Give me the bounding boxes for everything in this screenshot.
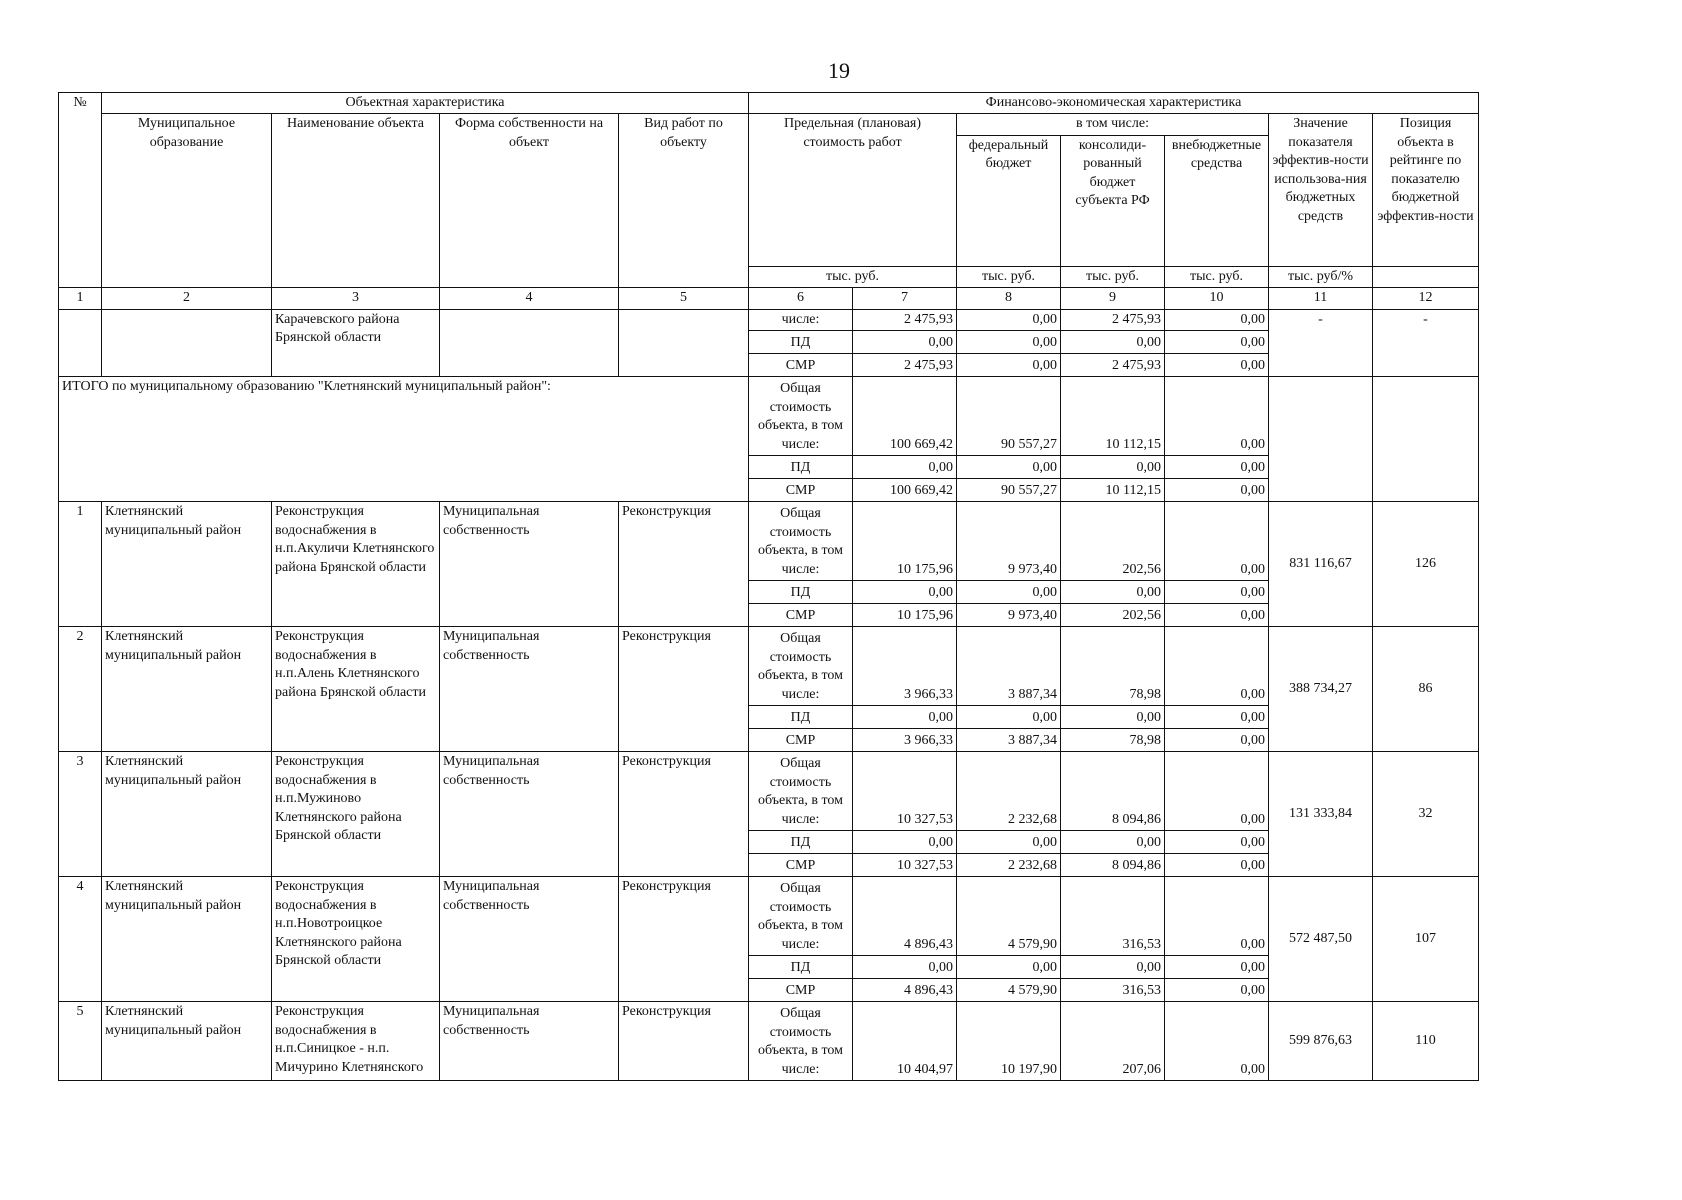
cost-label: СМР: [749, 354, 853, 377]
cost-label: СМР: [749, 729, 853, 752]
total-value: 4 896,43: [853, 979, 957, 1002]
work-type: Реконструкция: [619, 877, 749, 1002]
object-name: Реконструкция водоснабжения в н.п.Синицкое - н.п. Мичурино Клетнянского: [272, 1002, 440, 1081]
consolidated-value: 207,06: [1061, 1002, 1165, 1081]
extrabudget-value: 0,00: [1165, 456, 1269, 479]
position-value: 86: [1373, 627, 1479, 752]
column-number: 5: [619, 288, 749, 309]
indicator-value: 388 734,27: [1269, 627, 1373, 752]
total-value: 100 669,42: [853, 377, 957, 456]
extrabudget-value: 0,00: [1165, 979, 1269, 1002]
column-number: 8: [957, 288, 1061, 309]
cell-work: [619, 309, 749, 376]
work-type: Реконструкция: [619, 1002, 749, 1081]
municipal-name: Клетнянский муниципальный район: [102, 627, 272, 752]
object-number: 3: [59, 752, 102, 877]
work-type: Реконструкция: [619, 502, 749, 627]
consolidated-value: 202,56: [1061, 604, 1165, 627]
header-extrabudget: внебюджетные средства: [1165, 135, 1269, 266]
cost-label: ПД: [749, 456, 853, 479]
consolidated-value: 8 094,86: [1061, 854, 1165, 877]
extrabudget-value: 0,00: [1165, 479, 1269, 502]
cell-municipal: [102, 309, 272, 376]
work-type: Реконструкция: [619, 752, 749, 877]
consolidated-value: 316,53: [1061, 979, 1165, 1002]
municipal-name: Клетнянский муниципальный район: [102, 877, 272, 1002]
federal-value: 9 973,40: [957, 502, 1061, 581]
cost-label: Общая стоимость объекта, в том числе:: [749, 1002, 853, 1081]
indicator-value: 572 487,50: [1269, 877, 1373, 1002]
consolidated-value: 78,98: [1061, 729, 1165, 752]
extrabudget-value: 0,00: [1165, 309, 1269, 330]
cost-label: СМР: [749, 604, 853, 627]
consolidated-value: 2 475,93: [1061, 309, 1165, 330]
header-object-char: Объектная характеристика: [102, 93, 749, 114]
header-row: [59, 114, 1479, 135]
total-value: 0,00: [853, 706, 957, 729]
header-incl: в том числе:: [957, 114, 1269, 135]
header-no: №: [59, 93, 102, 288]
cell-no: [59, 309, 102, 376]
extrabudget-value: 0,00: [1165, 831, 1269, 854]
header-position: Позиция объекта в рейтинге по показателю бюджетной эффектив-ности: [1373, 114, 1479, 266]
unit-ind: тыс. руб/%: [1269, 266, 1373, 287]
federal-value: 0,00: [957, 456, 1061, 479]
total-value: 0,00: [853, 456, 957, 479]
cost-label: ПД: [749, 831, 853, 854]
total-value: 10 327,53: [853, 752, 957, 831]
total-value: 2 475,93: [853, 309, 957, 330]
federal-value: 0,00: [957, 309, 1061, 330]
column-number: 9: [1061, 288, 1165, 309]
indicator-value: [1269, 377, 1373, 502]
object-name: Карачевского района Брянской области: [272, 309, 440, 376]
cost-label: ПД: [749, 956, 853, 979]
header-row: [59, 93, 1479, 114]
extrabudget-value: 0,00: [1165, 854, 1269, 877]
municipal-name: Клетнянский муниципальный район: [102, 502, 272, 627]
federal-value: 90 557,27: [957, 479, 1061, 502]
total-label: ИТОГО по муниципальному образованию "Клетнянский муниципальный район":: [59, 377, 749, 502]
consolidated-value: 0,00: [1061, 706, 1165, 729]
ownership-form: Муниципальная собственность: [440, 627, 619, 752]
federal-value: 0,00: [957, 956, 1061, 979]
cost-label: СМР: [749, 479, 853, 502]
extrabudget-value: 0,00: [1165, 331, 1269, 354]
total-value: 0,00: [853, 831, 957, 854]
consolidated-value: 0,00: [1061, 456, 1165, 479]
cost-label: Общая стоимость объекта, в том числе:: [749, 752, 853, 831]
municipal-name: Клетнянский муниципальный район: [102, 1002, 272, 1081]
extrabudget-value: 0,00: [1165, 581, 1269, 604]
cost-label: Общая стоимость объекта, в том числе:: [749, 877, 853, 956]
consolidated-value: 316,53: [1061, 877, 1165, 956]
federal-value: 9 973,40: [957, 604, 1061, 627]
federal-value: 0,00: [957, 706, 1061, 729]
unit-extra: тыс. руб.: [1165, 266, 1269, 287]
object-number: 1: [59, 502, 102, 627]
total-value: 10 175,96: [853, 502, 957, 581]
cost-label: Общая стоимость объекта, в том числе:: [749, 377, 853, 456]
ownership-form: Муниципальная собственность: [440, 877, 619, 1002]
table-row: [59, 627, 1479, 706]
cost-label: числе:: [749, 309, 853, 330]
extrabudget-value: 0,00: [1165, 956, 1269, 979]
consolidated-value: 0,00: [1061, 956, 1165, 979]
header-federal: федеральный бюджет: [957, 135, 1061, 266]
extrabudget-value: 0,00: [1165, 706, 1269, 729]
column-number: 7: [853, 288, 957, 309]
total-value: 2 475,93: [853, 354, 957, 377]
position-value: -: [1373, 309, 1479, 376]
consolidated-value: 8 094,86: [1061, 752, 1165, 831]
unit-fed: тыс. руб.: [957, 266, 1061, 287]
federal-value: 0,00: [957, 354, 1061, 377]
extrabudget-value: 0,00: [1165, 877, 1269, 956]
federal-value: 3 887,34: [957, 627, 1061, 706]
column-number: 3: [272, 288, 440, 309]
ownership-form: Муниципальная собственность: [440, 752, 619, 877]
column-number: 12: [1373, 288, 1479, 309]
consolidated-value: 0,00: [1061, 581, 1165, 604]
indicator-value: 599 876,63: [1269, 1002, 1373, 1081]
header-municipal: Муниципальное образование: [102, 114, 272, 288]
federal-value: 2 232,68: [957, 752, 1061, 831]
extrabudget-value: 0,00: [1165, 377, 1269, 456]
object-number: 2: [59, 627, 102, 752]
table-row: [59, 752, 1479, 831]
extrabudget-value: 0,00: [1165, 354, 1269, 377]
unit-cons: тыс. руб.: [1061, 266, 1165, 287]
consolidated-value: 78,98: [1061, 627, 1165, 706]
column-number: 11: [1269, 288, 1373, 309]
federal-value: 4 579,90: [957, 877, 1061, 956]
unit-pos: [1373, 266, 1479, 287]
cost-label: СМР: [749, 979, 853, 1002]
total-value: 0,00: [853, 581, 957, 604]
federal-value: 0,00: [957, 331, 1061, 354]
column-number: 1: [59, 288, 102, 309]
colnum-row: [59, 288, 1479, 309]
column-number: 2: [102, 288, 272, 309]
total-value: 10 327,53: [853, 854, 957, 877]
municipal-name: Клетнянский муниципальный район: [102, 752, 272, 877]
consolidated-value: 202,56: [1061, 502, 1165, 581]
cost-label: Общая стоимость объекта, в том числе:: [749, 627, 853, 706]
indicator-value: 131 333,84: [1269, 752, 1373, 877]
object-number: 5: [59, 1002, 102, 1081]
extrabudget-value: 0,00: [1165, 729, 1269, 752]
federal-value: 10 197,90: [957, 1002, 1061, 1081]
federal-value: 3 887,34: [957, 729, 1061, 752]
extrabudget-value: 0,00: [1165, 627, 1269, 706]
total-value: 3 966,33: [853, 627, 957, 706]
work-type: Реконструкция: [619, 627, 749, 752]
position-value: 32: [1373, 752, 1479, 877]
unit-cost: тыс. руб.: [749, 266, 957, 287]
consolidated-value: 10 112,15: [1061, 479, 1165, 502]
column-number: 10: [1165, 288, 1269, 309]
object-table: [58, 92, 1479, 1081]
consolidated-value: 2 475,93: [1061, 354, 1165, 377]
header-indicator: Значение показателя эффектив-ности использова-ния бюджетных средств: [1269, 114, 1373, 266]
consolidated-value: 10 112,15: [1061, 377, 1165, 456]
header-work-type: Вид работ по объекту: [619, 114, 749, 288]
federal-value: 0,00: [957, 581, 1061, 604]
object-name: Реконструкция водоснабжения в н.п.Мужиново Клетнянского района Брянской области: [272, 752, 440, 877]
column-number: 4: [440, 288, 619, 309]
cost-label: ПД: [749, 581, 853, 604]
position-value: 107: [1373, 877, 1479, 1002]
cell-ownership: [440, 309, 619, 376]
cost-label: ПД: [749, 706, 853, 729]
cost-label: ПД: [749, 331, 853, 354]
header-fin-char: Финансово-экономическая характеристика: [749, 93, 1479, 114]
table-row: [59, 309, 1479, 330]
total-value: 10 404,97: [853, 1002, 957, 1081]
table-row: [59, 502, 1479, 581]
extrabudget-value: 0,00: [1165, 502, 1269, 581]
total-value: 10 175,96: [853, 604, 957, 627]
position-value: 126: [1373, 502, 1479, 627]
total-row: [59, 377, 1479, 456]
indicator-value: -: [1269, 309, 1373, 376]
position-value: [1373, 377, 1479, 502]
cost-label: СМР: [749, 854, 853, 877]
total-value: 0,00: [853, 331, 957, 354]
cost-label: Общая стоимость объекта, в том числе:: [749, 502, 853, 581]
federal-value: 4 579,90: [957, 979, 1061, 1002]
ownership-form: Муниципальная собственность: [440, 1002, 619, 1081]
total-value: 4 896,43: [853, 877, 957, 956]
extrabudget-value: 0,00: [1165, 604, 1269, 627]
position-value: 110: [1373, 1002, 1479, 1081]
table-row: [59, 1002, 1479, 1081]
extrabudget-value: 0,00: [1165, 752, 1269, 831]
consolidated-value: 0,00: [1061, 831, 1165, 854]
ownership-form: Муниципальная собственность: [440, 502, 619, 627]
header-ownership: Форма собственности на объект: [440, 114, 619, 288]
header-cost: Предельная (плановая) стоимость работ: [749, 114, 957, 266]
federal-value: 2 232,68: [957, 854, 1061, 877]
extrabudget-value: 0,00: [1165, 1002, 1269, 1081]
header-consolidated: консолиди-рованный бюджет субъекта РФ: [1061, 135, 1165, 266]
federal-value: 0,00: [957, 831, 1061, 854]
page-number: 19: [828, 58, 850, 83]
object-number: 4: [59, 877, 102, 1002]
federal-value: 90 557,27: [957, 377, 1061, 456]
total-value: 0,00: [853, 956, 957, 979]
column-number: 6: [749, 288, 853, 309]
header-object-name: Наименование объекта: [272, 114, 440, 288]
object-name: Реконструкция водоснабжения в н.п.Новотроицкое Клетнянского района Брянской области: [272, 877, 440, 1002]
object-name: Реконструкция водоснабжения в н.п.Акуличи Клетнянского района Брянской области: [272, 502, 440, 627]
total-value: 100 669,42: [853, 479, 957, 502]
indicator-value: 831 116,67: [1269, 502, 1373, 627]
table-row: [59, 877, 1479, 956]
total-value: 3 966,33: [853, 729, 957, 752]
consolidated-value: 0,00: [1061, 331, 1165, 354]
object-name: Реконструкция водоснабжения в н.п.Алень Клетнянского района Брянской области: [272, 627, 440, 752]
